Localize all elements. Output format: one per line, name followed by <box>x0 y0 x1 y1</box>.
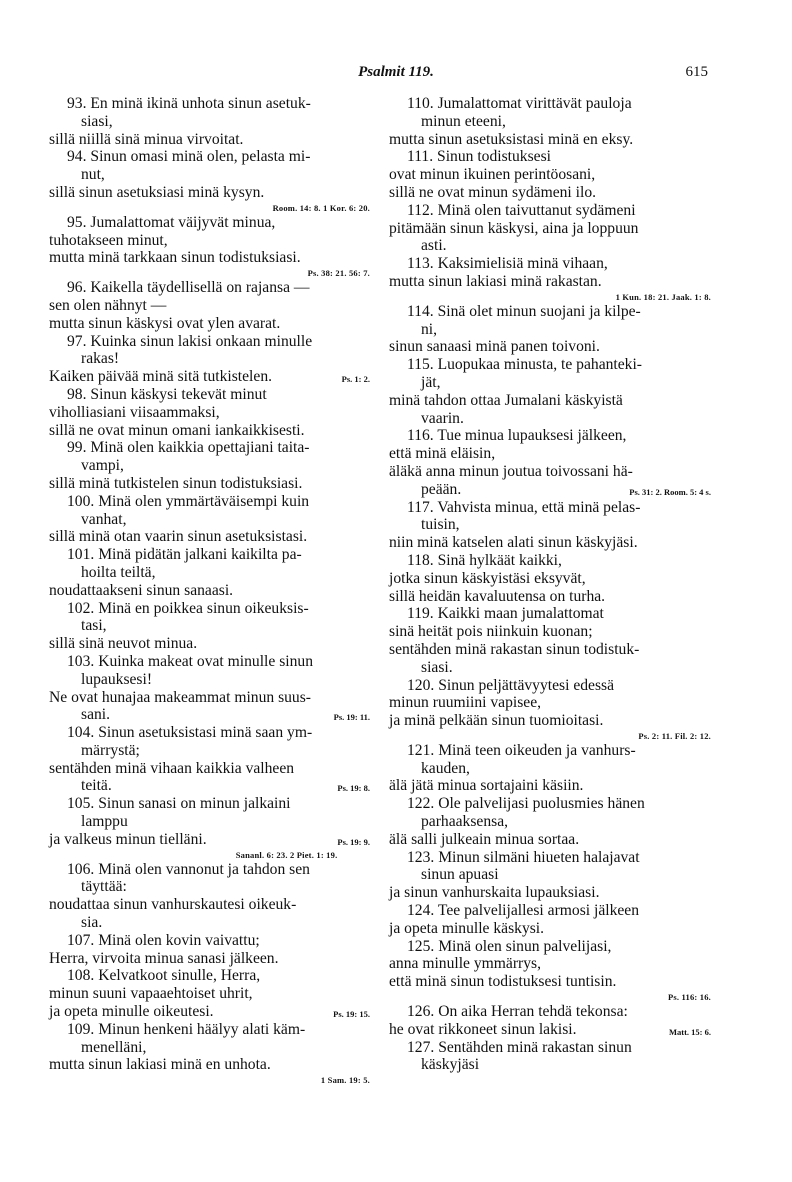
verse-line: 123. Minun silmäni hiueten halajavat <box>407 848 640 866</box>
verse-line: älä jätä minua sortajaini käsiin. <box>389 777 584 795</box>
verse-line: sentähden minä vihaan kaikkia valheen <box>49 759 295 777</box>
verse-line: 110. Jumalattomat virittävät pauloja <box>407 95 632 112</box>
verse-line: sinä heität pois niinkuin kuonan; <box>389 623 593 641</box>
verse-line: 124. Tee palvelijallesi armosi jälkeen <box>407 902 640 920</box>
verse-line: 98. Sinun käskysi tekevät minut <box>67 385 267 403</box>
verse-continuation: vampi, <box>81 457 124 475</box>
verse-text: ja opeta minulle oikeutesi. <box>49 1003 214 1021</box>
verse-line: 125. Minä olen sinun palvelijasi, <box>407 937 612 955</box>
verse-line: sen olen nähnyt — <box>49 296 167 314</box>
verse-line: 99. Minä olen kaikkia opettajiani taita- <box>67 439 310 457</box>
verse-line: sillä heidän kavaluutensa on turha. <box>389 587 606 605</box>
cross-reference: Matt. 15: 6. <box>668 1026 711 1037</box>
verse-line: älä salli julkeain minua sortaa. <box>389 830 580 848</box>
cross-reference: Ps. 19: 9. <box>337 836 370 847</box>
verse-line: sinun sanaasi minä panen toivoni. <box>389 338 600 356</box>
verse-line: 95. Jumalattomat väijyvät minua, <box>67 213 276 231</box>
verse-line: Ne ovat hunajaa makeammat minun suus- <box>49 688 311 706</box>
verse-line-with-ref <box>49 831 370 849</box>
verse-line: 120. Sinun peljättävyytesi edessä <box>407 676 615 694</box>
verse-line: 121. Minä teen oikeuden ja vanhurs- <box>407 741 636 759</box>
cross-reference: 1 Sam. 19: 5. <box>320 1075 370 1086</box>
verse-line: sillä minä tutkistelen sinun todistuksiasi. <box>49 474 303 492</box>
verse-line-with-ref <box>389 481 711 499</box>
verse-line: 102. Minä en poikkea sinun oikeuksis- <box>67 599 309 617</box>
verse-line: ja sinun vanhurskaita lupauksiasi. <box>389 884 600 902</box>
verse-continuation: parhaaksensa, <box>421 813 509 831</box>
verse-continuation: käskyjäsi <box>421 1056 480 1074</box>
verse-line: 122. Ole palvelijasi puolusmies hänen <box>407 795 645 813</box>
verse-line: 104. Sinun asetuksistasi minä saan ym- <box>67 724 313 742</box>
verse-text: peään. <box>421 480 462 498</box>
verse-line: sillä sinä neuvot minua. <box>49 635 198 653</box>
verse-continuation: tasi, <box>81 617 107 635</box>
right-column <box>389 95 711 1074</box>
verse-line: mutta sinun lakiasi minä en unhota. <box>49 1056 271 1074</box>
cross-reference: Ps. 19: 15. <box>333 1009 370 1020</box>
verse-line: 127. Sentähden minä rakastan sinun <box>407 1038 632 1056</box>
verse-line: ja opeta minulle käskysi. <box>389 919 545 937</box>
verse-line: 109. Minun henkeni häälyy alati käm- <box>67 1020 306 1038</box>
verse-line: anna minulle ymmärrys, <box>389 955 542 973</box>
verse-continuation: märrystä; <box>81 741 140 759</box>
verse-continuation: asti. <box>421 237 447 255</box>
verse-line: 93. En minä ikinä unhota sinun asetuk- <box>67 95 311 112</box>
verse-line: äläkä anna minun joutua toivossani hä- <box>389 462 633 480</box>
verse-line: 103. Kuinka makeat ovat minulle sinun <box>67 652 313 670</box>
verse-continuation: ni, <box>421 320 438 338</box>
verse-continuation: jät, <box>421 373 441 391</box>
verse-text: teitä. <box>81 777 112 795</box>
cross-reference: Ps. 31: 2. Room. 5: 4 s. <box>629 486 711 497</box>
verse-line: mutta sinun käskysi ovat ylen avarat. <box>49 314 281 332</box>
verse-line: mutta sinun asetuksistasi minä en eksy. <box>389 130 634 148</box>
verse-line: 106. Minä olen vannonut ja tahdon sen <box>67 860 310 878</box>
verse-line: minä tahdon ottaa Jumalani käskyistä <box>389 391 623 409</box>
verse-text: Kaiken päivää minä sitä tutkistelen. <box>49 368 273 386</box>
verse-line: 105. Sinun sanasi on minun jalkaini <box>67 795 291 813</box>
verse-continuation: rakas! <box>81 350 120 368</box>
verse-continuation: menelläni, <box>81 1038 147 1056</box>
verse-line: 108. Kelvatkoot sinulle, Herra, <box>67 967 261 985</box>
verse-line: 96. Kaikella täydellisellä on rajansa — <box>67 279 310 297</box>
verse-line: ovat minun ikuinen perintöosani, <box>389 166 596 184</box>
verse-line: 119. Kaikki maan jumalattomat <box>407 605 604 623</box>
verse-line: 107. Minä olen kovin vaivattu; <box>67 931 260 949</box>
verse-line: sillä ne ovat minun sydämeni ilo. <box>389 183 597 201</box>
verse-line: 112. Minä olen taivuttanut sydämeni <box>407 201 636 219</box>
verse-line: viholliasiani viisaammaksi, <box>49 403 220 421</box>
verse-line: 113. Kaksimielisiä minä vihaan, <box>407 255 608 273</box>
verse-line: minun ruumiini vapisee, <box>389 694 542 712</box>
verse-line: 94. Sinun omasi minä olen, pelasta mi- <box>67 148 311 166</box>
verse-line-with-ref <box>49 368 370 386</box>
verse-text: ja valkeus minun tielläni. <box>49 830 207 848</box>
cross-reference: Ps. 19: 11. <box>333 712 370 723</box>
verse-continuation: tuisin, <box>421 516 460 534</box>
verse-line: 97. Kuinka sinun lakisi onkaan minulle <box>67 332 313 350</box>
cross-reference: Room. 14: 8. 1 Kor. 6: 20. <box>272 202 370 213</box>
verse-text: sani. <box>81 706 111 724</box>
verse-continuation: siasi. <box>421 658 453 676</box>
verse-line: pitämään sinun käskysi, aina ja loppuun <box>389 219 639 237</box>
verse-line: että minä sinun todistuksesi tuntisin. <box>389 973 617 991</box>
running-title: Psalmit 119. <box>358 64 434 80</box>
cross-reference: Ps. 19: 8. <box>337 783 370 794</box>
verse-continuation: hoilta teiltä, <box>81 563 156 581</box>
verse-line: sillä ne ovat minun omani iankaikkisesti. <box>49 421 305 439</box>
verse-line-with-ref <box>49 777 370 795</box>
verse-continuation: kauden, <box>421 759 470 777</box>
verse-line: niin minä katselen alati sinun käskyjäsi. <box>389 534 638 552</box>
verse-line: noudattaakseni sinun sanaasi. <box>49 581 234 599</box>
verse-line: 114. Sinä olet minun suojani ja kilpe- <box>407 302 641 320</box>
verse-continuation: nut, <box>81 166 105 184</box>
verse-line: 101. Minä pidätän jalkani kaikilta pa- <box>67 546 302 564</box>
verse-continuation: sinun apuasi <box>421 866 499 884</box>
verse-line: sillä minä otan vaarin sinun asetuksistasi. <box>49 528 308 546</box>
verse-line-with-ref <box>49 1003 370 1021</box>
verse-line: tuhotakseen minut, <box>49 231 168 249</box>
verse-line: 118. Sinä hylkäät kaikki, <box>407 551 562 569</box>
cross-reference: Sananl. 6: 23. 2 Piet. 1: 19. <box>235 849 338 860</box>
cross-reference: Ps. 1: 2. <box>341 374 370 385</box>
verse-line: sillä sinun asetuksiasi minä kysyn. <box>49 183 265 201</box>
verse-line: että minä eläisin, <box>389 445 496 463</box>
verse-line: sillä niillä sinä minua virvoitat. <box>49 130 244 148</box>
verse-continuation: minun eteeni, <box>421 112 506 130</box>
verse-line: Herra, virvoita minua sanasi jälkeen. <box>49 949 279 967</box>
verse-line: 117. Vahvista minua, että minä pelas- <box>407 498 641 516</box>
verse-continuation: lupauksesi! <box>81 670 153 688</box>
cross-reference: Ps. 116: 16. <box>667 992 711 1003</box>
verse-line: mutta minä tarkkaan sinun todistuksiasi. <box>49 249 301 267</box>
verse-continuation: vanhat, <box>81 510 127 528</box>
verse-line: minun suuni vapaaehtoiset uhrit, <box>49 985 253 1003</box>
verse-continuation: vaarin. <box>421 409 464 427</box>
verse-line: 100. Minä olen ymmärtäväisempi kuin <box>67 492 310 510</box>
page-number: 615 <box>685 64 708 80</box>
verse-line: jotka sinun käskyistäsi eksyvät, <box>389 569 586 587</box>
verse-continuation: täyttää: <box>81 878 127 896</box>
verse-line-with-ref <box>49 706 370 724</box>
page-header <box>0 62 792 86</box>
verse-text: he ovat rikkoneet sinun lakisi. <box>389 1020 577 1038</box>
verse-continuation: lamppu <box>81 813 128 831</box>
verse-line: 111. Sinun todistuksesi <box>407 148 551 166</box>
verse-line: 126. On aika Herran tehdä tekonsa: <box>407 1003 628 1021</box>
verse-line: 115. Luopukaa minusta, te pahanteki- <box>407 356 642 374</box>
verse-line: 116. Tue minua lupauksesi jälkeen, <box>407 427 627 445</box>
verse-line: mutta sinun lakiasi minä rakastan. <box>389 272 602 290</box>
verse-line: sentähden minä rakastan sinun todistuk- <box>389 640 640 658</box>
verse-line-with-ref <box>389 1021 711 1039</box>
verse-continuation: sia. <box>81 914 103 932</box>
cross-reference: 1 Kun. 18: 21. Jaak. 1: 8. <box>615 291 711 302</box>
verse-continuation: siasi, <box>81 112 113 130</box>
verse-line: ja minä pelkään sinun tuomioitasi. <box>389 712 604 730</box>
cross-reference: Ps. 2: 11. Fil. 2: 12. <box>638 730 711 741</box>
verse-line: noudattaa sinun vanhurskautesi oikeuk- <box>49 896 297 914</box>
left-column <box>49 95 370 1086</box>
cross-reference: Ps. 38: 21. 56: 7. <box>307 268 370 279</box>
